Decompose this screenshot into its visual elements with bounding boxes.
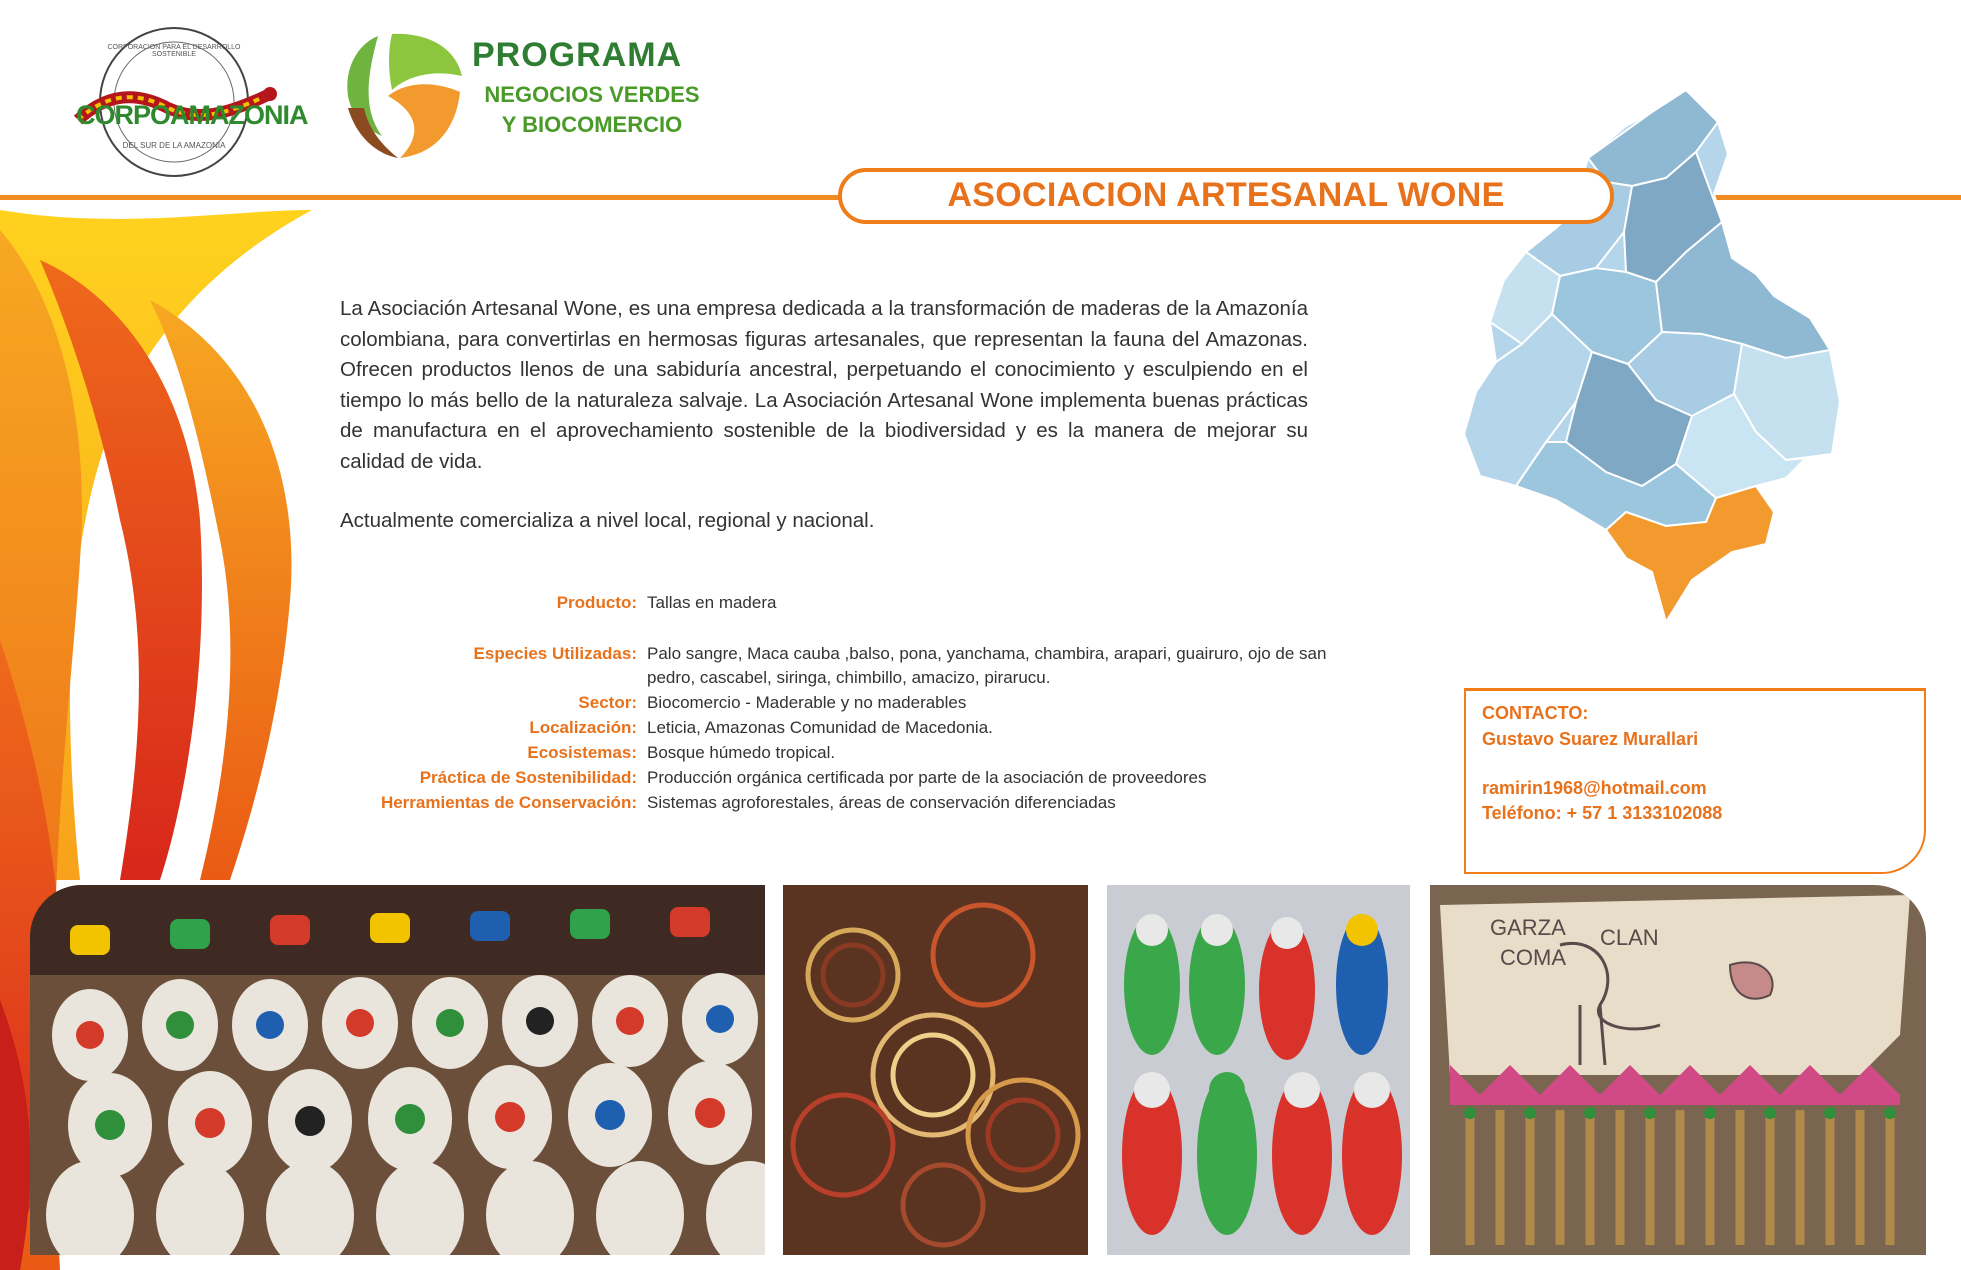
bark-text-garza: GARZA	[1490, 915, 1566, 940]
photo-woven-bracelets	[783, 885, 1088, 1255]
localizacion-label: Localización:	[529, 718, 637, 737]
practica-label: Práctica de Sostenibilidad:	[419, 768, 637, 787]
program-subtitle-2: Y BIOCOMERCIO	[501, 112, 683, 137]
photo-keychains	[30, 885, 765, 1255]
ring-top-text: CORPORACION PARA EL DESARROLLO SOSTENIBLE	[107, 44, 241, 58]
practica-value: Producción orgánica certificada por parte de la asociación de proveedores	[647, 768, 1207, 787]
herramientas-value: Sistemas agroforestales, áreas de conservación diferenciadas	[647, 793, 1116, 812]
program-leaf-logo	[338, 30, 468, 162]
photo-parrot-carvings	[1107, 885, 1410, 1255]
producto-value: Tallas en madera	[647, 593, 777, 612]
description-paragraph: La Asociación Artesanal Wone, es una empresa dedicada a la transformación de maderas de la Amazonía colombiana, para convertirlas en hermosas figuras artesanales, que representan la fauna del Amazonas. Ofrecen productos llenos de una sabiduría ancestral, perpetuando el conocimiento y esculpiendo en el tiempo lo más bello de la naturaleza salvaje. La Asociación Artesanal Wone implementa buenas prácticas de manufactura en el aprovechamiento sostenible de la biodiversidad y es la manera de mejorar su calidad de vida.	[340, 297, 1308, 473]
sector-label: Sector:	[578, 693, 637, 712]
ecosistemas-label: Ecosistemas:	[527, 743, 637, 762]
contact-name: Gustavo Suarez Murallari	[1482, 729, 1699, 749]
sector-value: Biocomercio - Maderable y no maderables	[647, 693, 967, 712]
ecosistemas-value: Bosque húmedo tropical.	[647, 743, 836, 762]
bark-text-coma: COMA	[1500, 945, 1566, 970]
ring-bottom-text: DEL SUR DE LA AMAZONIA	[122, 141, 226, 150]
herramientas-label: Herramientas de Conservación:	[380, 793, 637, 812]
contact-phone: Teléfono: + 57 1 3133102088	[1482, 803, 1723, 823]
bark-text-clan: CLAN	[1600, 925, 1659, 950]
especies-value: Palo sangre, Maca cauba ,balso, pona, yanchama, chambira, arapari, guairuro, ojo de san pedro, cascabel, siringa, chimbillo, amacizo, pirarucu.	[647, 644, 1327, 687]
especies-label: Especies Utilizadas:	[473, 644, 637, 663]
localizacion-value: Leticia, Amazonas Comunidad de Macedonia.	[647, 718, 993, 737]
page-title: ASOCIACION ARTESANAL WONE	[947, 176, 1505, 214]
contact-heading: CONTACTO:	[1482, 703, 1589, 723]
commercial-scope: Actualmente comercializa a nivel local, regional y nacional.	[340, 509, 875, 532]
photo-painted-bark-cloth	[1430, 885, 1926, 1255]
program-subtitle-1: NEGOCIOS VERDES	[484, 82, 700, 107]
producto-label: Producto:	[556, 593, 637, 612]
corpoamazonia-wordmark: CORPOAMAZONIA	[76, 100, 308, 130]
contact-box-top-border	[1464, 688, 1926, 691]
contact-email[interactable]: ramirin1968@hotmail.com	[1482, 778, 1707, 798]
program-title: PROGRAMA	[472, 36, 683, 74]
